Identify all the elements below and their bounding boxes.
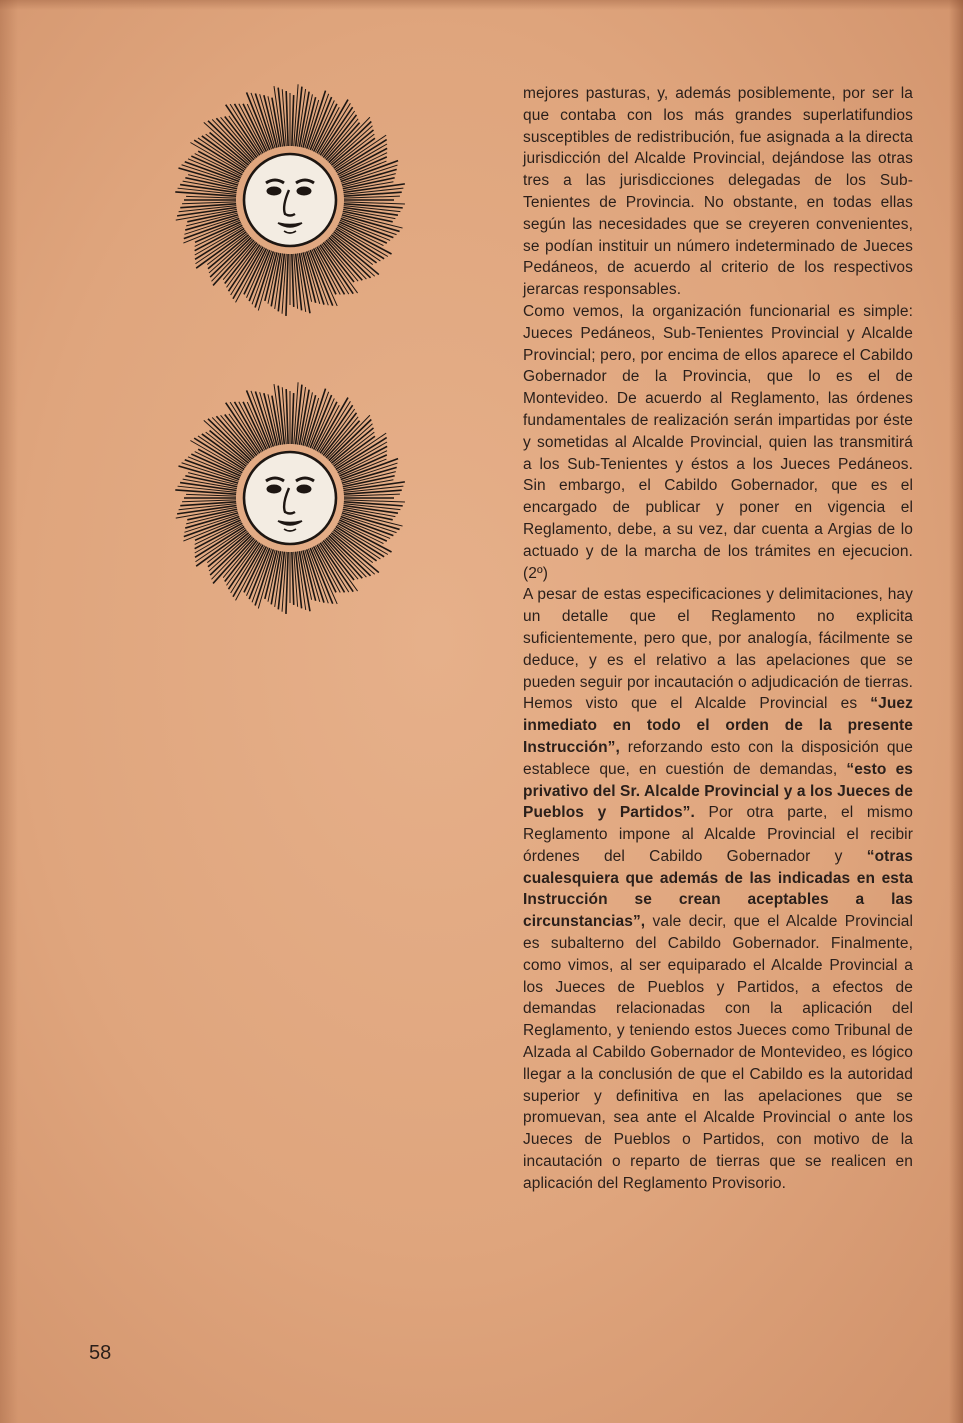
text-run: A pesar de estas especificaciones y delimitaciones, hay un detalle que el Reglamento no explicita suficientemente, pero que, por analogía, fácilmente se deduce, y es el relativo a las apelaciones que se pueden seguir por incautación o adjudicación de tierras. Hemos visto que el Alcalde Provincial es <box>523 586 913 713</box>
paragraph-3 <box>523 584 913 1194</box>
text-run: reforzando esto con la disposición que establece que, en cuestión de demandas, <box>523 738 913 778</box>
paragraph-2: Como vemos, la organización funcionarial es simple: Jueces Pedáneos, Sub-Tenientes Provincial y Alcalde Provincial; pero, por encima de ellos aparece el Cabildo Gobernador de la Provincia, que lo es el de Montevideo. De acuerdo al Reglamento, las órdenes fundamentales de realización serán impartidas por éste y sometidas al Alcalde Provincial, quien las transmitirá a los Sub-Tenientes y éstos a los Jueces Pedáneos. Sin embargo, el Cabildo Gobernador, que es el encargado de publicar y poner en vigencia el Reglamento, debe, a su vez, dar cuenta a Argias de lo actuado y de la marcha de los trámites en ejecucion. (2º) <box>523 302 913 582</box>
quote-bold: “otras cualesquiera que además de las indicadas en esta Instrucción se crean aceptables a las circunstancias”, <box>523 847 913 931</box>
page-number: 58 <box>89 1342 112 1364</box>
sun-face-icon <box>170 378 410 618</box>
page-shadow-right <box>949 0 963 1423</box>
page-shadow-top <box>0 0 963 10</box>
quote-bold: “esto es privativo del Sr. Alcalde Provincial y a los Jueces de Pueblos y Partidos”. <box>523 760 914 822</box>
quote-bold: “Juez inmediato en todo el orden de la presente Instrucción”, <box>523 695 913 756</box>
paragraph-1: mejores pasturas, y, además posiblemente, por ser la que contaba con los más grandes superlatifundios susceptibles de redistribución, fue asignada a la directa jurisdicción del Alcalde Provincial, dejándose las otras tres a las jurisdicciones delegadas de los Sub-Tenientes de Provincia. No obstante, en todas ellas según las necesidades que se creyeren convenientes, se podían instituir un número indeterminado de Jueces Pedáneos, de acuerdo al criterio de los respectivos jerarcas responsables. <box>523 85 913 299</box>
body-text <box>523 83 913 1195</box>
page-shadow-left <box>0 0 18 1423</box>
text-run: vale decir, que el Alcalde Provincial es subalterno del Cabildo Gobernador. Finalmente, como vimos, al ser equiparado el Alcalde Provincial a los Jueces de Pueblos y Partidos, a efectos de demandas relacionadas con la aplicación del Reglamento, y teniendo estos Jueces como Tribunal de Alzada al Cabildo Gobernador de Montevideo, es lógico llegar a la conclusión de que el Cabildo es la autoridad superior y definitiva en las apelaciones que se promuevan, sea ante el Alcalde Provincial o ante los Jueces de Pueblos o Partidos, con motivo de la incautación o reparto de tierras que se realicen en aplicación del Reglamento Provisorio. <box>523 913 913 1192</box>
text-run: Por otra parte, el mismo Reglamento impone al Alcalde Provincial el recibir órdenes del Cabildo Gobernador y <box>523 804 913 865</box>
sun-face-icon <box>170 80 410 320</box>
